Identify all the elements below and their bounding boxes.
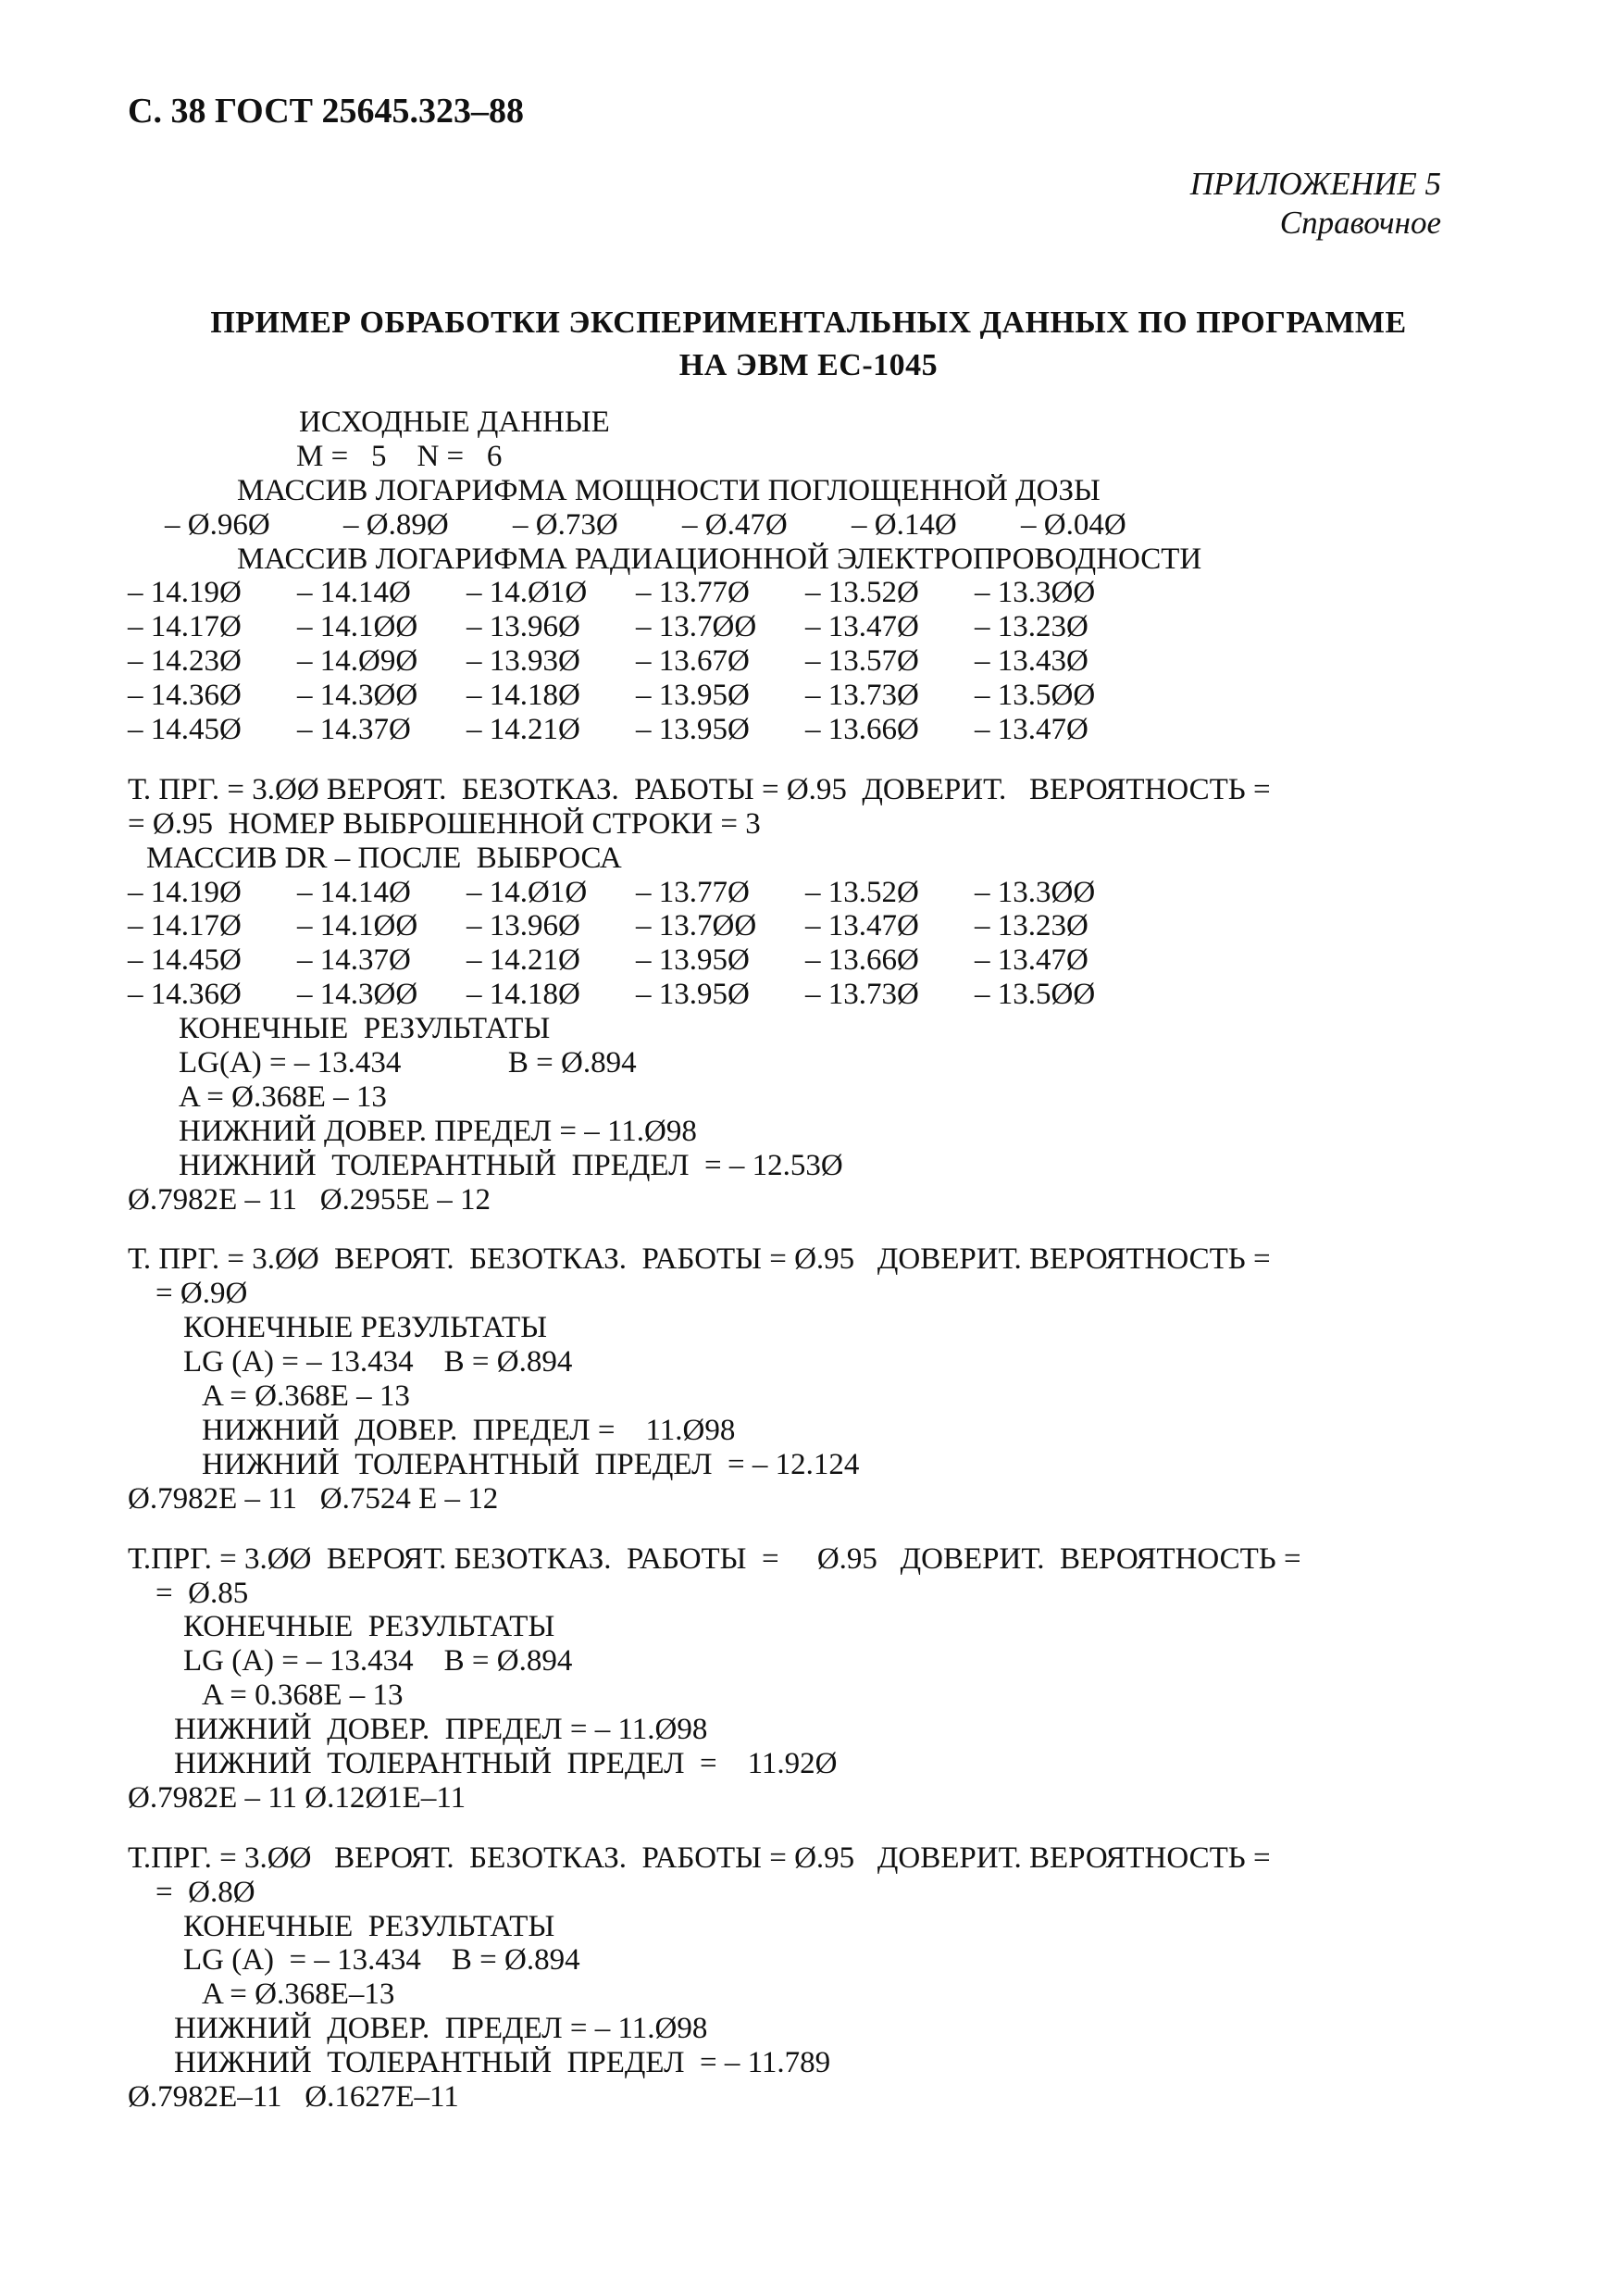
- dose-heading: МАССИВ ЛОГАРИФМА МОЩНОСТИ ПОГЛОЩЕННОЙ ДОЗЫ: [237, 473, 1101, 507]
- run2-params-line2: = Ø.9Ø: [155, 1277, 248, 1311]
- dose-values-row: [128, 508, 1498, 543]
- dr-row: [128, 978, 1498, 1012]
- cell: – 14.36Ø: [128, 978, 242, 1012]
- run4-params-line1: Т.ПРГ. = 3.ØØ ВЕРОЯТ. БЕЗОТКАЗ. РАБОТЫ = Ø.95 ДОВЕРИТ. ВЕРОЯТНОСТЬ =: [128, 1841, 1271, 1875]
- run4-lower-tol: НИЖНИЙ ТОЛЕРАНТНЫЙ ПРЕДЕЛ = – 11.789: [174, 2046, 831, 2080]
- cell: – 13.95Ø: [636, 943, 750, 978]
- cell: – 14.45Ø: [128, 943, 242, 978]
- cell: – 13.96Ø: [466, 610, 580, 644]
- appendix-number: ПРИЛОЖЕНИЕ 5: [1189, 166, 1441, 202]
- cell: – 13.96Ø: [466, 909, 580, 943]
- run4-a-line: A = Ø.368E–13: [202, 1978, 395, 2012]
- cell: – 13.5ØØ: [975, 679, 1096, 713]
- dose-value: – Ø.96Ø: [165, 507, 270, 542]
- run3-results-heading: КОНЕЧНЫЕ РЕЗУЛЬТАТЫ: [183, 1610, 555, 1644]
- cell: – 13.67Ø: [636, 644, 750, 679]
- cell: – 13.47Ø: [975, 943, 1088, 978]
- cell: – 13.47Ø: [805, 909, 919, 943]
- cell: – 14.36Ø: [128, 679, 242, 713]
- run2-results-heading: КОНЕЧНЫЕ РЕЗУЛЬТАТЫ: [183, 1311, 547, 1345]
- run2-last-line: Ø.7982E – 11 Ø.7524 E – 12: [128, 1481, 499, 1516]
- cell: – 13.77Ø: [636, 875, 750, 909]
- cell: – 13.66Ø: [805, 713, 919, 747]
- cell: – 13.57Ø: [805, 644, 919, 679]
- run2-lg-line: LG (A) = – 13.434 B = Ø.894: [183, 1345, 573, 1379]
- cell: – 14.19Ø: [128, 875, 242, 909]
- conductivity-row: [128, 644, 1498, 679]
- dose-value: – Ø.47Ø: [682, 507, 788, 542]
- dr-row: [128, 909, 1498, 943]
- appendix-label: [1190, 165, 1441, 243]
- cell: – 14.17Ø: [128, 909, 242, 943]
- run3-a-line: A = 0.368E – 13: [202, 1678, 404, 1713]
- cell: – 13.47Ø: [975, 713, 1088, 747]
- document-title: [0, 302, 1617, 387]
- cell: – 14.23Ø: [128, 644, 242, 679]
- run2-params-line1: Т. ПРГ. = 3.ØØ ВЕРОЯТ. БЕЗОТКАЗ. РАБОТЫ = Ø.95 ДОВЕРИТ. ВЕРОЯТНОСТЬ =: [128, 1242, 1271, 1277]
- conductivity-heading: МАССИВ ЛОГАРИФМА РАДИАЦИОННОЙ ЭЛЕКТРОПРОВОДНОСТИ: [237, 542, 1202, 576]
- cell: – 14.3ØØ: [297, 978, 418, 1012]
- title-line-2: НА ЭВМ ЕС-1045: [678, 348, 939, 382]
- run1-params-line1: Т. ПРГ. = 3.ØØ ВЕРОЯТ. БЕЗОТКАЗ. РАБОТЫ = Ø.95 ДОВЕРИТ. ВЕРОЯТНОСТЬ =: [128, 772, 1271, 806]
- run3-last-line: Ø.7982E – 11 Ø.12Ø1E–11: [128, 1780, 466, 1815]
- run4-last-line: Ø.7982E–11 Ø.1627E–11: [128, 2079, 459, 2114]
- conductivity-row: [128, 610, 1498, 644]
- run3-params-line1: Т.ПРГ. = 3.ØØ ВЕРОЯТ. БЕЗОТКАЗ. РАБОТЫ = Ø.95 ДОВЕРИТ. ВЕРОЯТНОСТЬ =: [128, 1541, 1301, 1576]
- cell: – 13.43Ø: [975, 644, 1088, 679]
- cell: – 13.7ØØ: [636, 610, 757, 644]
- cell: – 13.66Ø: [805, 943, 919, 978]
- dose-value: – Ø.89Ø: [343, 507, 449, 542]
- cell: – 13.95Ø: [636, 679, 750, 713]
- cell: – 14.14Ø: [297, 875, 411, 909]
- mn-line: M = 5 N = 6: [296, 439, 503, 473]
- run1-lower-conf: НИЖНИЙ ДОВЕР. ПРЕДЕЛ = – 11.Ø98: [179, 1114, 697, 1148]
- cell: – 14.1ØØ: [297, 610, 418, 644]
- conductivity-row: [128, 576, 1498, 610]
- cell: – 14.21Ø: [466, 713, 580, 747]
- cell: – 13.7ØØ: [636, 909, 757, 943]
- run4-lower-conf: НИЖНИЙ ДОВЕР. ПРЕДЕЛ = – 11.Ø98: [174, 2012, 708, 2046]
- cell: – 13.73Ø: [805, 978, 919, 1012]
- cell: – 13.93Ø: [466, 644, 580, 679]
- cell: – 14.18Ø: [466, 978, 580, 1012]
- dose-value: – Ø.04Ø: [1021, 507, 1126, 542]
- cell: – 14.17Ø: [128, 610, 242, 644]
- cell: – 14.14Ø: [297, 576, 411, 610]
- cell: – 14.Ø9Ø: [297, 644, 418, 679]
- run3-lower-tol: НИЖНИЙ ТОЛЕРАНТНЫЙ ПРЕДЕЛ = 11.92Ø: [174, 1746, 838, 1780]
- cell: – 14.37Ø: [297, 943, 411, 978]
- cell: – 13.23Ø: [975, 909, 1088, 943]
- cell: – 13.3ØØ: [975, 576, 1096, 610]
- cell: – 13.77Ø: [636, 576, 750, 610]
- dr-row: [128, 876, 1498, 910]
- title-line-1: ПРИМЕР ОБРАБОТКИ ЭКСПЕРИМЕНТАЛЬНЫХ ДАННЫХ ПО ПРОГРАММЕ: [210, 306, 1407, 340]
- cell: – 14.Ø1Ø: [466, 875, 588, 909]
- cell: – 14.3ØØ: [297, 679, 418, 713]
- cell: – 14.19Ø: [128, 576, 242, 610]
- run2-lower-conf: НИЖНИЙ ДОВЕР. ПРЕДЕЛ = 11.Ø98: [202, 1413, 736, 1447]
- run4-params-line2: = Ø.8Ø: [155, 1875, 255, 1909]
- page-reference: С. 38 ГОСТ 25645.323–88: [128, 92, 524, 131]
- cell: – 14.1ØØ: [297, 909, 418, 943]
- cell: – 13.23Ø: [975, 610, 1088, 644]
- cell: – 13.52Ø: [805, 576, 919, 610]
- cell: – 13.52Ø: [805, 875, 919, 909]
- run2-a-line: A = Ø.368E – 13: [202, 1379, 410, 1414]
- conductivity-row: [128, 713, 1498, 747]
- run3-lg-line: LG (A) = – 13.434 B = Ø.894: [183, 1644, 573, 1678]
- dose-value: – Ø.14Ø: [852, 507, 957, 542]
- conductivity-row: [128, 679, 1498, 713]
- run1-last-line: Ø.7982E – 11 Ø.2955E – 12: [128, 1182, 491, 1217]
- run4-results-heading: КОНЕЧНЫЕ РЕЗУЛЬТАТЫ: [183, 1909, 555, 1943]
- dose-value: – Ø.73Ø: [513, 507, 618, 542]
- cell: – 14.45Ø: [128, 713, 242, 747]
- cell: – 13.95Ø: [636, 978, 750, 1012]
- cell: – 13.47Ø: [805, 610, 919, 644]
- run1-params-line2: = Ø.95 НОМЕР ВЫБРОШЕННОЙ СТРОКИ = 3: [128, 806, 761, 841]
- run3-lower-conf: НИЖНИЙ ДОВЕР. ПРЕДЕЛ = – 11.Ø98: [174, 1713, 708, 1747]
- cell: – 13.73Ø: [805, 679, 919, 713]
- run4-lg-line: LG (A) = – 13.434 B = Ø.894: [183, 1943, 580, 1978]
- run1-a-line: A = Ø.368E – 13: [179, 1079, 387, 1114]
- cell: – 13.5ØØ: [975, 978, 1096, 1012]
- cell: – 13.3ØØ: [975, 875, 1096, 909]
- dr-row: [128, 943, 1498, 978]
- run1-dr-heading: МАССИВ DR – ПОСЛЕ ВЫБРОСА: [146, 841, 622, 875]
- cell: – 14.18Ø: [466, 679, 580, 713]
- cell: – 13.95Ø: [636, 713, 750, 747]
- run1-lower-tol: НИЖНИЙ ТОЛЕРАНТНЫЙ ПРЕДЕЛ = – 12.53Ø: [179, 1148, 843, 1182]
- input-heading: ИСХОДНЫЕ ДАННЫЕ: [299, 406, 610, 439]
- appendix-type: Справочное: [1279, 205, 1441, 241]
- run2-lower-tol: НИЖНИЙ ТОЛЕРАНТНЫЙ ПРЕДЕЛ = – 12.124: [202, 1447, 860, 1481]
- run1-lg-line: LG(A) = – 13.434 B = Ø.894: [179, 1046, 637, 1080]
- cell: – 14.37Ø: [297, 713, 411, 747]
- cell: – 14.21Ø: [466, 943, 580, 978]
- run1-results-heading: КОНЕЧНЫЕ РЕЗУЛЬТАТЫ: [179, 1012, 551, 1046]
- cell: – 14.Ø1Ø: [466, 576, 588, 610]
- program-output: [128, 406, 1498, 2115]
- run3-params-line2: = Ø.85: [155, 1576, 249, 1610]
